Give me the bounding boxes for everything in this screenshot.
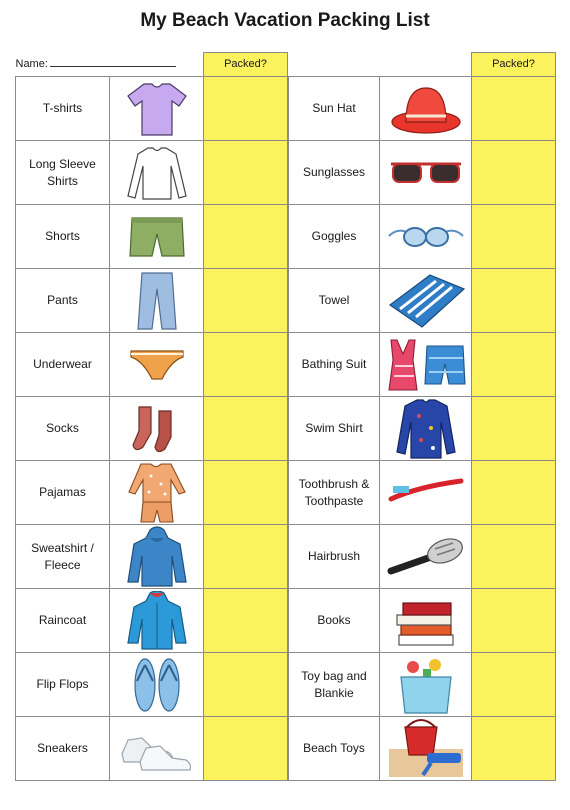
item-label-text: Bathing Suit [301, 357, 367, 371]
item-label-text: Hairbrush [307, 549, 361, 563]
left-packed-checkbox-cell[interactable] [204, 205, 288, 269]
right-packed-checkbox-cell[interactable] [472, 77, 556, 141]
item-label-text: Sneakers [37, 741, 88, 755]
header-row [16, 53, 556, 77]
left-item-label [16, 717, 110, 781]
item-label-text: Pants [47, 293, 78, 307]
left-item-label [16, 141, 110, 205]
long-sleeve-shirt-icon [110, 141, 204, 205]
sun-hat-icon [380, 77, 472, 141]
towel-icon [380, 269, 472, 333]
item-label-text: Swim Shirt [305, 421, 363, 435]
right-packed-checkbox-cell[interactable] [472, 717, 556, 781]
right-item-label [289, 717, 380, 781]
raincoat-icon [110, 589, 204, 653]
left-item-label [16, 77, 110, 141]
left-packed-checkbox-cell[interactable] [204, 461, 288, 525]
tshirt-icon [110, 77, 204, 141]
left-item-label [16, 461, 110, 525]
sneakers-icon [110, 717, 204, 781]
left-item-label [16, 269, 110, 333]
table-row [16, 205, 556, 269]
left-packed-checkbox-cell[interactable] [204, 653, 288, 717]
right-item-label [289, 461, 380, 525]
left-packed-checkbox-cell[interactable] [204, 77, 288, 141]
right-packed-checkbox-cell[interactable] [472, 525, 556, 589]
right-packed-checkbox-cell[interactable] [472, 461, 556, 525]
item-label-text: Socks [46, 421, 79, 435]
item-label-text: Sweatshirt / Fleece [31, 540, 94, 572]
right-item-label [289, 397, 380, 461]
item-label-text: Shorts [45, 229, 80, 243]
table-row [16, 653, 556, 717]
left-item-label [16, 525, 110, 589]
books-icon [380, 589, 472, 653]
hairbrush-icon [380, 525, 472, 589]
table-row [16, 141, 556, 205]
right-packed-checkbox-cell[interactable] [472, 269, 556, 333]
underwear-icon [110, 333, 204, 397]
name-label: Name: [15, 58, 48, 71]
goggles-icon [380, 205, 472, 269]
item-label-text: Sunglasses [302, 165, 366, 179]
flip-flops-icon [110, 653, 204, 717]
right-packed-checkbox-cell[interactable] [472, 589, 556, 653]
name-field[interactable] [16, 53, 204, 77]
item-label-text: Raincoat [38, 613, 87, 627]
right-packed-checkbox-cell[interactable] [472, 397, 556, 461]
table-row [16, 717, 556, 781]
left-item-label [16, 397, 110, 461]
toothbrush-icon [380, 461, 472, 525]
item-label-text: T-shirts [42, 101, 83, 115]
left-item-label [16, 333, 110, 397]
right-item-label [289, 269, 380, 333]
right-item-label [289, 333, 380, 397]
right-item-label [289, 205, 380, 269]
table-row [16, 269, 556, 333]
table-row [16, 397, 556, 461]
sweatshirt-icon [110, 525, 204, 589]
item-label-text: Flip Flops [36, 677, 89, 691]
left-packed-checkbox-cell[interactable] [204, 525, 288, 589]
item-label-text: Books [317, 613, 351, 627]
packed-header-left: Packed? [204, 53, 288, 77]
item-label-text: Underwear [33, 357, 92, 371]
sunglasses-icon [380, 141, 472, 205]
right-item-label [289, 77, 380, 141]
left-packed-checkbox-cell[interactable] [204, 397, 288, 461]
table-row [16, 589, 556, 653]
right-item-label [289, 653, 380, 717]
item-label-text: Pajamas [39, 485, 86, 499]
table-row [16, 461, 556, 525]
item-label-text: Toothbrush & Toothpaste [298, 476, 370, 508]
swim-shirt-icon [380, 397, 472, 461]
toy-bag-icon [380, 653, 472, 717]
bathing-suit-icon [380, 333, 472, 397]
packing-list-table [15, 52, 556, 781]
item-label-text: Toy bag and Blankie [301, 668, 367, 700]
name-line[interactable] [50, 55, 176, 67]
left-packed-checkbox-cell[interactable] [204, 717, 288, 781]
socks-icon [110, 397, 204, 461]
shorts-icon [110, 205, 204, 269]
right-packed-checkbox-cell[interactable] [472, 653, 556, 717]
pajamas-icon [110, 461, 204, 525]
packed-header-right: Packed? [472, 53, 556, 77]
item-label-text: Goggles [311, 229, 357, 243]
table-row [16, 333, 556, 397]
right-packed-checkbox-cell[interactable] [472, 205, 556, 269]
left-item-label [16, 653, 110, 717]
item-label-text: Long Sleeve Shirts [29, 156, 96, 188]
right-item-label [289, 525, 380, 589]
left-packed-checkbox-cell[interactable] [204, 333, 288, 397]
page-title: My Beach Vacation Packing List [140, 10, 430, 31]
right-item-label [289, 589, 380, 653]
beach-toys-icon [380, 717, 472, 781]
right-packed-checkbox-cell[interactable] [472, 333, 556, 397]
left-packed-checkbox-cell[interactable] [204, 269, 288, 333]
item-label-text: Sun Hat [312, 101, 356, 115]
left-item-label [16, 205, 110, 269]
pants-icon [110, 269, 204, 333]
left-packed-checkbox-cell[interactable] [204, 141, 288, 205]
item-label-text: Beach Toys [303, 741, 365, 755]
right-packed-checkbox-cell[interactable] [472, 141, 556, 205]
item-label-text: Towel [318, 293, 350, 307]
left-packed-checkbox-cell[interactable] [204, 589, 288, 653]
left-item-label [16, 589, 110, 653]
right-item-label [289, 141, 380, 205]
table-row [16, 525, 556, 589]
table-row [16, 77, 556, 141]
